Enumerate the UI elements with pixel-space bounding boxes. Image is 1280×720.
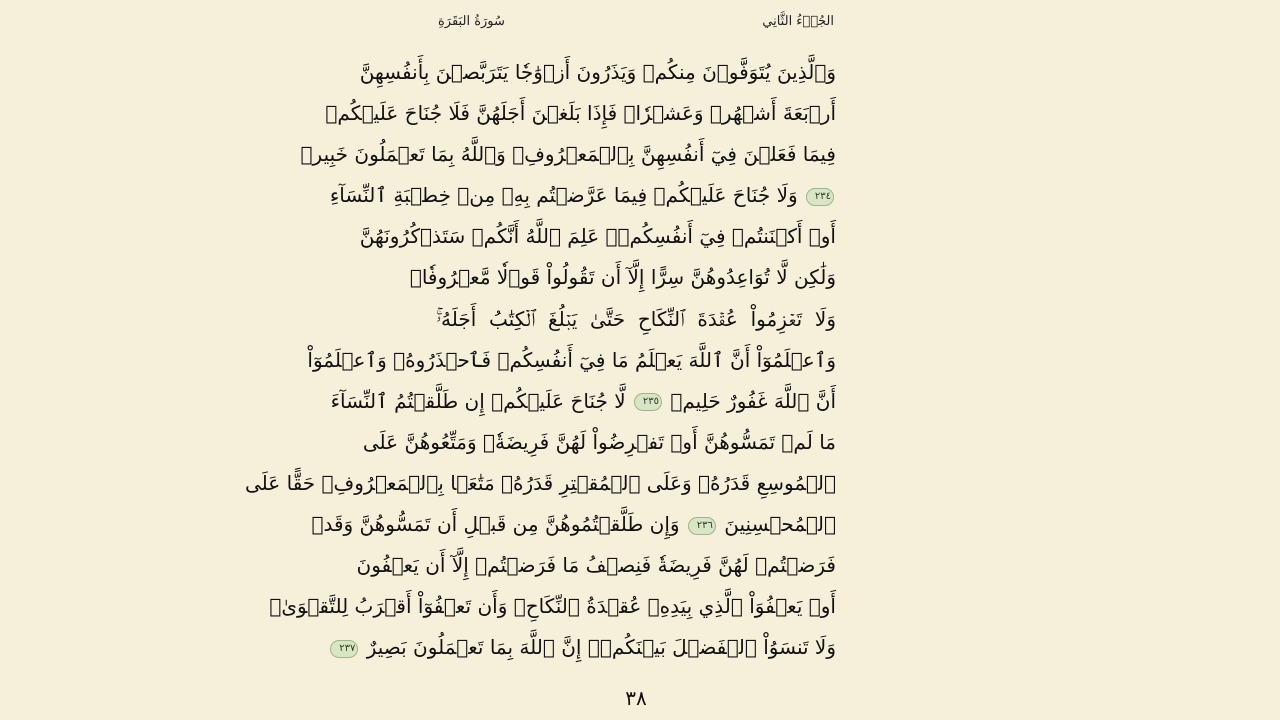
verse-line-9-suffix: لَّا جُنَاحَ عَلَيۡكُمۡ إِن طَلَّقۡتُمُ ٱلنِّسَآءَ: [330, 388, 626, 413]
verse-line-15-text: وَلَا تَنسَوُاْ ٱلۡفَضۡلَ بَيۡنَكُمۡۚ إِنَّ ٱللَّهَ بِمَا تَعۡمَلُونَ بَصِيرٌ: [366, 635, 836, 660]
verse-line-10: مَا لَمۡ تَمَسُّوهُنَّ أَوۡ تَفۡرِضُواْ لَهُنَّ فَرِيضَةٗۚ وَمَتِّعُوهُنَّ عَلَى: [362, 429, 836, 454]
surah-title: سُورَةُ البَقَرَةِ: [438, 13, 505, 29]
mushaf-page: [245, 0, 836, 720]
verse-line-5: أَوۡ أَكۡنَنتُمۡ فِيٓ أَنفُسِكُمۡۚ عَلِمَ ٱللَّهُ أَنَّكُمۡ سَتَذۡكُرُونَهُنَّ: [359, 224, 836, 249]
ayah-number-marker: ٢٣٤: [806, 188, 834, 206]
verse-line-2: أَرۡبَعَةَ أَشۡهُرٖ وَعَشۡرٗاۖ فَإِذَا بَلَغۡنَ أَجَلَهُنَّ فَلَا جُنَاحَ عَلَيۡكُمۡ: [325, 101, 836, 126]
verse-line-12: [311, 504, 836, 545]
ayah-number-marker: ٢٣٦: [688, 517, 716, 535]
verse-line-4-text: وَلَا جُنَاحَ عَلَيۡكُمۡ فِيمَا عَرَّضۡتُم بِهِۦ مِنۡ خِطۡبَةِ ٱلنِّسَآءِ: [329, 183, 798, 208]
ayah-number-marker: ٢٣٧: [330, 640, 358, 658]
ayah-number-marker: ٢٣٥: [634, 393, 662, 411]
verse-line-12-text: ٱلۡمُحۡسِنِينَ: [724, 512, 836, 537]
page-header: [436, 8, 836, 34]
verse-line-1: وَٱلَّذِينَ يُتَوَفَّوۡنَ مِنكُمۡ وَيَذَرُونَ أَزۡوَٰجٗا يَتَرَبَّصۡنَ بِأَنفُسِهِنَّ: [359, 60, 836, 84]
verse-lines: [245, 52, 836, 668]
verse-line-12-suffix: وَإِن طَلَّقۡتُمُوهُنَّ مِن قَبۡلِ أَن تَمَسُّوهُنَّ وَقَدۡ: [311, 512, 680, 537]
verse-line-8: وَٱعۡلَمُوٓاْ أَنَّ ٱللَّهَ يَعۡلَمُ مَا فِيٓ أَنفُسِكُمۡ فَٱحۡذَرُوهُۚ وَٱعۡلَمُوٓاْ: [307, 347, 836, 372]
juz-title: الجُزۡءُ الثَّانِي: [762, 13, 834, 29]
verse-line-14: أَوۡ يَعۡفُوَاْ ٱلَّذِي بِيَدِهِۦ عُقۡدَةُ ٱلنِّكَاحِۚ وَأَن تَعۡفُوٓاْ أَقۡرَبُ لِلتَّقۡوَىٰۚ: [269, 594, 836, 619]
verse-line-7: وَلَا تَعۡزِمُواْ عُقۡدَةَ ٱلنِّكَاحِ حَتَّىٰ يَبۡلُغَ ٱلۡكِتَٰبُ أَجَلَهُۥۚ: [436, 306, 836, 331]
page-number: ٣٨: [625, 686, 647, 710]
verse-line-15: [339, 627, 836, 668]
verse-line-4: [329, 175, 836, 216]
verse-line-13: فَرَضۡتُمۡ لَهُنَّ فَرِيضَةٗ فَنِصۡفُ مَا فَرَضۡتُمۡ إِلَّآ أَن يَعۡفُونَ: [356, 553, 836, 578]
verse-line-6: وَلَٰكِن لَّا تُوَاعِدُوهُنَّ سِرًّا إِلَّآ أَن تَقُولُواْ قَوۡلٗا مَّعۡرُوفٗاۚ: [409, 265, 836, 290]
verse-line-9-text: أَنَّ ٱللَّهَ غَفُورٌ حَلِيمٞ: [670, 388, 836, 413]
verse-line-3: فِيمَا فَعَلۡنَ فِيٓ أَنفُسِهِنَّ بِٱلۡمَعۡرُوفِۗ وَٱللَّهُ بِمَا تَعۡمَلُونَ خَبِيرٞ: [300, 142, 836, 167]
verse-line-9: [330, 381, 836, 422]
verse-line-11: ٱلۡمُوسِعِ قَدَرُهُۥ وَعَلَى ٱلۡمُقۡتِرِ قَدَرُهُۥ مَتَٰعَۢا بِٱلۡمَعۡرُوفِۖ حَقًّا عَلَى: [245, 470, 836, 495]
